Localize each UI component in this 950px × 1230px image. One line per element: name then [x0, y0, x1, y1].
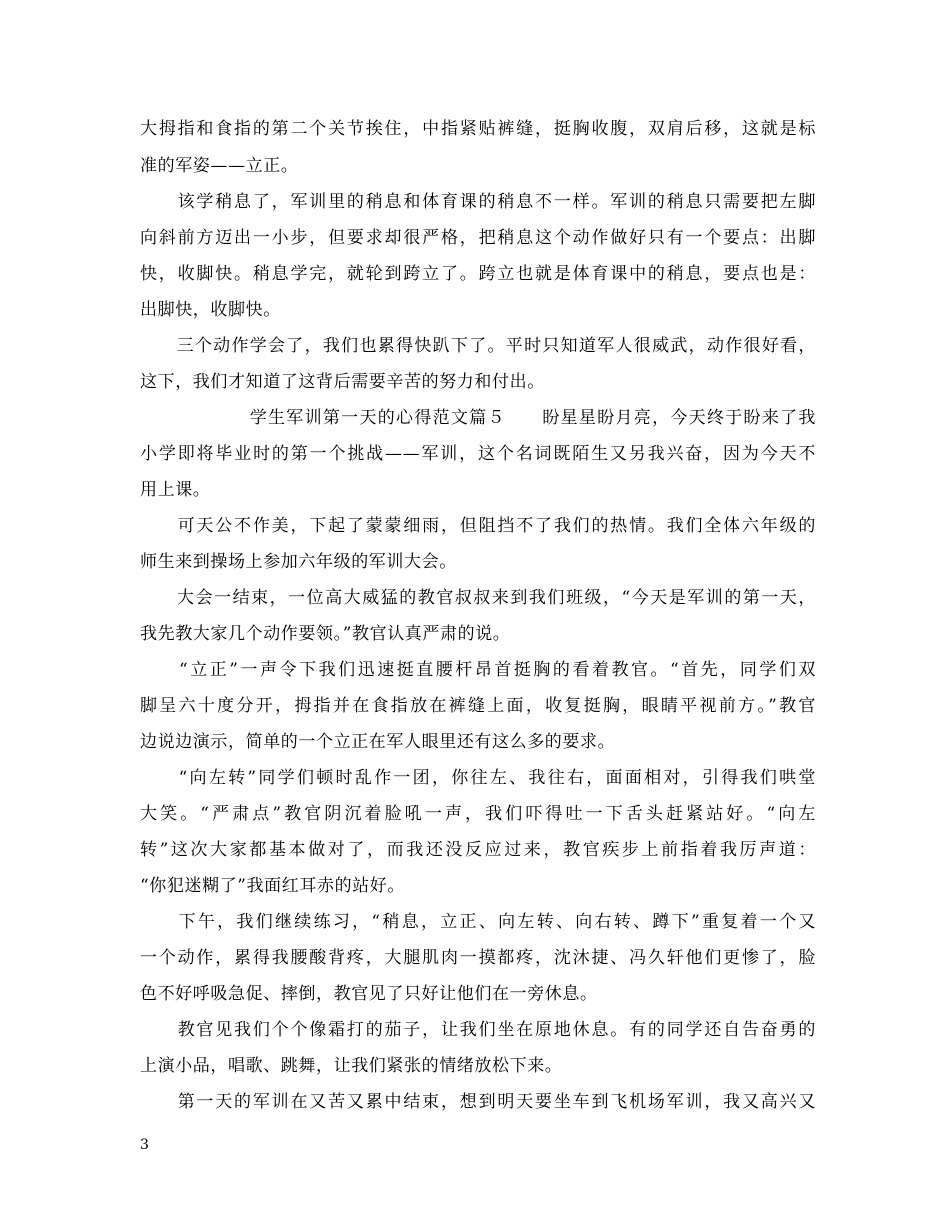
text-line: 第一天的军训在又苦又累中结束，想到明天要坐车到飞机场军训，我又高兴又	[140, 1092, 816, 1112]
text-line: 这下，我们才知道了这背后需要辛苦的努力和付出。	[140, 372, 545, 392]
text-line: 大拇指和食指的第二个关节挨住，中指紧贴裤缝，挺胸收腹，双肩后移，这就是标	[140, 119, 816, 139]
text-line: 快，收脚快。稍息学完，就轮到跨立了。跨立也就是体育课中的稍息，要点也是：	[140, 264, 816, 284]
text-line: “立正”一声令下我们迅速挺直腰杆昂首挺胸的看着教官。“首先，同学们双	[140, 660, 816, 680]
text-line: 教官见我们个个像霜打的茄子，让我们坐在原地休息。有的同学还自告奋勇的	[140, 1020, 816, 1040]
text-line: 向斜前方迈出一小步，但要求却很严格，把稍息这个动作做好只有一个要点：出脚	[140, 228, 816, 248]
text-line: 准的军姿——立正。	[140, 156, 299, 176]
text-line: “向左转”同学们顿时乱作一团，你往左、我往右，面面相对，引得我们哄堂	[140, 768, 816, 788]
text-line: 大会一结束，一位高大威猛的教官叔叔来到我们班级，“今天是军训的第一天，	[140, 588, 816, 608]
text-line: 用上课。	[140, 480, 211, 500]
text-line: 脚呈六十度分开，拇指并在食指放在裤缝上面，收复挺胸，眼睛平视前方。”教官	[140, 696, 816, 716]
text-line: 转”这次大家都基本做对了，而我还没反应过来，教官疾步上前指着我厉声道：	[140, 840, 816, 860]
text-line: 出脚快，收脚快。	[140, 300, 281, 320]
text-line: 可天公不作美，下起了蒙蒙细雨，但阻挡不了我们的热情。我们全体六年级的	[140, 516, 816, 536]
text-line: 该学稍息了，军训里的稍息和体育课的稍息不一样。军训的稍息只需要把左脚	[140, 192, 816, 212]
text-line: 小学即将毕业时的第一个挑战——军训，这个名词既陌生又另我兴奋，因为今天不	[140, 444, 816, 464]
text-line: 上演小品，唱歌、跳舞，让我们紧张的情绪放松下来。	[140, 1056, 563, 1076]
text-line: 我先教大家几个动作要领。”教官认真严肃的说。	[140, 624, 511, 644]
page-number: 3	[140, 1137, 149, 1153]
text-line: 学生军训第一天的心得范文篇５ 盼星星盼月亮，今天终于盼来了我	[140, 408, 816, 428]
text-line: 三个动作学会了，我们也累得快趴下了。平时只知道军人很威武，动作很好看，	[140, 336, 816, 356]
text-line: 师生来到操场上参加六年级的军训大会。	[140, 552, 457, 572]
text-line: 下午，我们继续练习，“稍息，立正、向左转、向右转、蹲下”重复着一个又	[140, 912, 816, 932]
text-line: 边说边演示，简单的一个立正在军人眼里还有这么多的要求。	[140, 732, 616, 752]
text-line: 大笑。“严肃点”教官阴沉着脸吼一声，我们吓得吐一下舌头赶紧站好。“向左	[140, 804, 816, 824]
text-line: 一个动作，累得我腰酸背疼，大腿肌肉一摸都疼，沈沐捷、冯久轩他们更惨了，脸	[140, 948, 816, 968]
text-line: 色不好呼吸急促、摔倒，教官见了只好让他们在一旁休息。	[140, 984, 598, 1004]
text-line: “你犯迷糊了”我面红耳赤的站好。	[140, 876, 405, 896]
